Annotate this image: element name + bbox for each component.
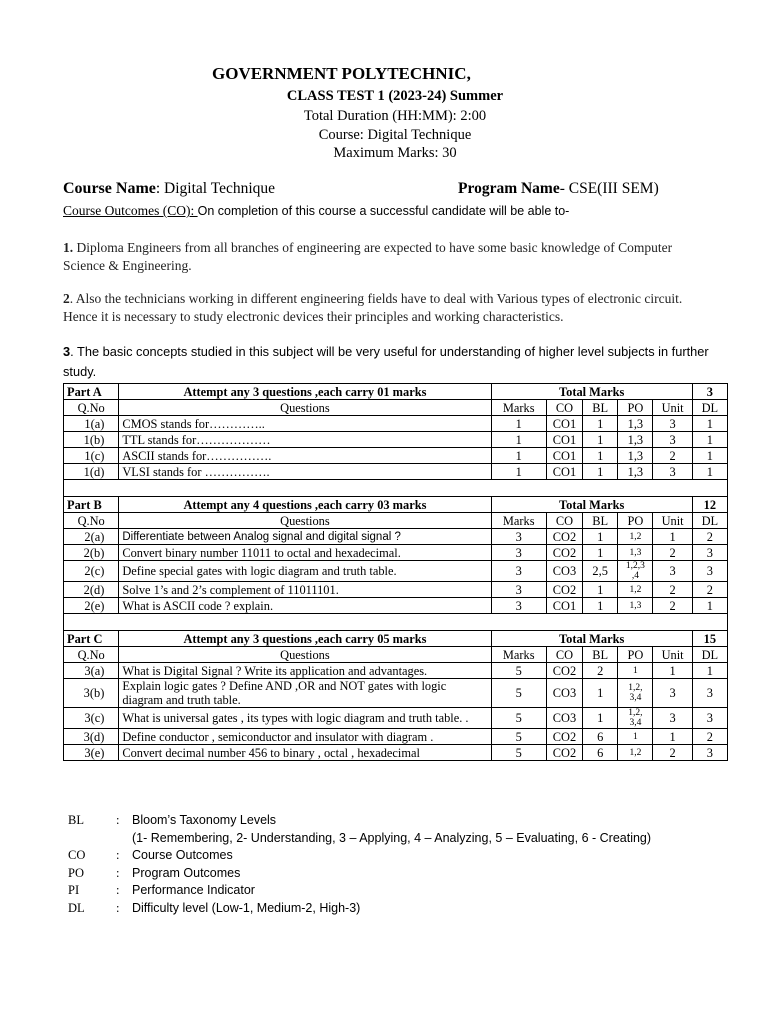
- col-header-co: CO: [546, 647, 582, 663]
- po-cell: 1,2, 3,4: [618, 679, 653, 708]
- po-cell: 1: [618, 729, 653, 745]
- outcome-number: 1.: [63, 240, 74, 255]
- marks-cell: 5: [491, 729, 546, 745]
- total-marks-label: Total Marks: [491, 631, 692, 647]
- total-marks-label: Total Marks: [491, 497, 692, 513]
- part-header-row: [64, 631, 728, 647]
- legend-key: PO: [68, 865, 84, 880]
- program-name-label: Program Name: [458, 180, 560, 197]
- co-cell: CO1: [546, 464, 582, 480]
- dl-cell: 1: [692, 448, 727, 464]
- col-header-po: PO: [618, 647, 653, 663]
- po-cell: 1,2: [618, 529, 653, 545]
- col-header-questions: Questions: [119, 513, 491, 529]
- unit-cell: 2: [653, 598, 692, 614]
- marks-cell: 5: [491, 708, 546, 729]
- marks-cell: 1: [491, 464, 546, 480]
- question-number: 1(d): [64, 464, 119, 480]
- program-name: [458, 180, 659, 198]
- spacer-cell: [64, 614, 728, 631]
- co-cell: CO2: [546, 545, 582, 561]
- co-cell: CO2: [546, 663, 582, 679]
- col-header-bl: BL: [583, 513, 618, 529]
- question-number: 3(e): [64, 745, 119, 761]
- bl-cell: 2: [583, 663, 618, 679]
- course-line: Course: Digital Technique: [318, 127, 472, 143]
- marks-cell: 3: [491, 561, 546, 582]
- column-header-row: [64, 513, 728, 529]
- marks-cell: 1: [491, 416, 546, 432]
- question-row: [64, 545, 728, 561]
- question-row: [64, 598, 728, 614]
- marks-cell: 5: [491, 679, 546, 708]
- question-number: 1(a): [64, 416, 119, 432]
- question-number: 2(a): [64, 529, 119, 545]
- legend-key: PI: [68, 883, 80, 897]
- question-row: [64, 448, 728, 464]
- col-header-unit: Unit: [653, 513, 692, 529]
- question-number: 2(e): [64, 598, 119, 614]
- question-number: 3(b): [64, 679, 119, 708]
- unit-cell: 3: [653, 561, 692, 582]
- question-text: Solve 1’s and 2’s complement of 11011101.: [119, 582, 491, 598]
- duration: Total Duration (HH:MM): 2:00: [303, 108, 487, 124]
- spacer-row: [64, 480, 728, 497]
- bl-cell: 1: [583, 545, 618, 561]
- outcome-text: . Also the technicians working in different engineering fields have to deal with Various types of electronic circuit. Hence it is necessary to study electronic devices their principles and working characteristics.: [63, 291, 683, 324]
- co-cell: CO1: [546, 432, 582, 448]
- col-header-bl: BL: [583, 647, 618, 663]
- question-text: What is ASCII code ? explain.: [119, 598, 491, 614]
- marks-cell: 5: [491, 663, 546, 679]
- bl-cell: 1: [583, 708, 618, 729]
- bl-cell: 6: [583, 729, 618, 745]
- col-header-bl: BL: [583, 400, 618, 416]
- outcome-3: [63, 342, 713, 382]
- bl-cell: 1: [583, 448, 618, 464]
- marks-cell: 3: [491, 529, 546, 545]
- col-header-co: CO: [546, 513, 582, 529]
- unit-cell: 2: [653, 582, 692, 598]
- dl-cell: 3: [692, 561, 727, 582]
- co-cell: CO3: [546, 708, 582, 729]
- bl-cell: 1: [583, 464, 618, 480]
- part-instruction: Attempt any 4 questions ,each carry 03 marks: [119, 497, 491, 513]
- dl-cell: 1: [692, 598, 727, 614]
- po-cell: 1,2, 3,4: [618, 708, 653, 729]
- unit-cell: 3: [653, 432, 692, 448]
- col-header-po: PO: [618, 400, 653, 416]
- legend-value: Program Outcomes: [132, 865, 241, 880]
- marks-cell: 1: [491, 448, 546, 464]
- column-header-row: [64, 400, 728, 416]
- marks-cell: 3: [491, 545, 546, 561]
- co-cell: CO1: [546, 448, 582, 464]
- outcome-text: Diploma Engineers from all branches of engineering are expected to have some basic knowledge of Computer Science & Engineering.: [63, 240, 673, 273]
- dl-cell: 1: [692, 432, 727, 448]
- question-text: ASCII stands for…………….: [119, 448, 491, 464]
- dl-cell: 3: [692, 679, 727, 708]
- course-name-label: Course Name: [63, 180, 156, 197]
- dl-cell: 3: [692, 708, 727, 729]
- part-header-row: [64, 497, 728, 513]
- unit-cell: 2: [653, 545, 692, 561]
- total-marks-label: Total Marks: [491, 384, 692, 400]
- question-text: Convert binary number 11011 to octal and hexadecimal.: [119, 545, 491, 561]
- question-row: [64, 745, 728, 761]
- question-number: 3(a): [64, 663, 119, 679]
- outcome-text: . The basic concepts studied in this subject will be very useful for understanding of higher level subjects in further study.: [63, 344, 709, 379]
- total-marks-value: 3: [692, 384, 727, 400]
- unit-cell: 1: [653, 663, 692, 679]
- po-cell: 1: [618, 663, 653, 679]
- po-cell: 1,3: [618, 598, 653, 614]
- unit-cell: 3: [653, 708, 692, 729]
- unit-cell: 1: [653, 729, 692, 745]
- spacer-row: [64, 614, 728, 631]
- dl-cell: 2: [692, 582, 727, 598]
- col-header-qno: Q.No: [64, 400, 119, 416]
- outcome-1: [63, 239, 713, 275]
- course-name: [63, 180, 275, 198]
- question-text: Convert decimal number 456 to binary , octal , hexadecimal: [119, 745, 491, 761]
- question-number: 1(c): [64, 448, 119, 464]
- column-header-row: [64, 647, 728, 663]
- legend-key: BL: [68, 813, 84, 827]
- bl-cell: 2,5: [583, 561, 618, 582]
- legend-key: DL: [68, 900, 85, 915]
- question-row: [64, 679, 728, 708]
- dl-cell: 3: [692, 745, 727, 761]
- col-header-dl: DL: [692, 400, 727, 416]
- bl-cell: 1: [583, 432, 618, 448]
- course-name-value: : Digital Technique: [155, 180, 276, 197]
- class-test-title: CLASS TEST 1 (2023-24) Summer: [286, 88, 504, 104]
- part-label: Part C: [64, 631, 119, 647]
- question-row: [64, 416, 728, 432]
- legend-value: Difficulty level (Low-1, Medium-2, High-3): [132, 900, 361, 915]
- outcome-number: 3: [63, 344, 71, 359]
- question-table-body: [64, 384, 728, 761]
- question-number: 2(d): [64, 582, 119, 598]
- col-header-questions: Questions: [119, 647, 491, 663]
- co-cell: CO1: [546, 598, 582, 614]
- outcome-number: 2: [63, 291, 70, 306]
- po-cell: 1,2: [618, 582, 653, 598]
- dl-cell: 1: [692, 663, 727, 679]
- question-text: What is Digital Signal ? Write its application and advantages.: [119, 663, 491, 679]
- max-marks: Maximum Marks: 30: [333, 145, 457, 161]
- col-header-dl: DL: [692, 647, 727, 663]
- part-header-row: [64, 384, 728, 400]
- co-cell: CO3: [546, 679, 582, 708]
- question-text: CMOS stands for…………..: [119, 416, 491, 432]
- question-table: [63, 383, 728, 761]
- col-header-dl: DL: [692, 513, 727, 529]
- question-number: 3(c): [64, 708, 119, 729]
- question-row: [64, 432, 728, 448]
- col-header-unit: Unit: [653, 400, 692, 416]
- col-header-marks: Marks: [491, 400, 546, 416]
- co-cell: CO1: [546, 416, 582, 432]
- unit-cell: 3: [653, 679, 692, 708]
- program-name-value: - CSE(III SEM): [559, 180, 659, 197]
- dl-cell: 1: [692, 464, 727, 480]
- unit-cell: 2: [653, 745, 692, 761]
- co-cell: CO2: [546, 745, 582, 761]
- question-number: 3(d): [64, 729, 119, 745]
- po-cell: 1,2: [618, 745, 653, 761]
- co-cell: CO2: [546, 582, 582, 598]
- institution-title: GOVERNMENT POLYTECHNIC,: [212, 64, 471, 83]
- total-marks-value: 12: [692, 497, 727, 513]
- legend-value: Performance Indicator: [132, 883, 255, 897]
- question-text: VLSI stands for …………….: [119, 464, 491, 480]
- col-header-qno: Q.No: [64, 513, 119, 529]
- spacer-cell: [64, 480, 728, 497]
- po-cell: 1,3: [618, 432, 653, 448]
- question-text: What is universal gates , its types with logic diagram and truth table. .: [119, 708, 491, 729]
- part-instruction: Attempt any 3 questions ,each carry 01 marks: [119, 384, 491, 400]
- bl-cell: 6: [583, 745, 618, 761]
- col-header-questions: Questions: [119, 400, 491, 416]
- question-number: 2(c): [64, 561, 119, 582]
- course-outcomes-heading: [63, 203, 569, 219]
- bl-cell: 1: [583, 582, 618, 598]
- question-row: [64, 529, 728, 545]
- co-label: Course Outcomes (CO):: [63, 203, 198, 218]
- dl-cell: 1: [692, 416, 727, 432]
- part-instruction: Attempt any 3 questions ,each carry 05 marks: [119, 631, 491, 647]
- question-text: TTL stands for………………: [119, 432, 491, 448]
- question-number: 1(b): [64, 432, 119, 448]
- bl-cell: 1: [583, 529, 618, 545]
- marks-cell: 3: [491, 598, 546, 614]
- col-header-marks: Marks: [491, 647, 546, 663]
- marks-cell: 3: [491, 582, 546, 598]
- po-cell: 1,3: [618, 545, 653, 561]
- col-header-co: CO: [546, 400, 582, 416]
- marks-cell: 1: [491, 432, 546, 448]
- legend-value: Course Outcomes: [132, 848, 233, 862]
- dl-cell: 3: [692, 545, 727, 561]
- question-row: [64, 582, 728, 598]
- legend-key: CO: [68, 848, 86, 862]
- bl-cell: 1: [583, 416, 618, 432]
- question-text: Define conductor , semiconductor and insulator with diagram .: [119, 729, 491, 745]
- co-text: On completion of this course a successful candidate will be able to-: [197, 204, 570, 218]
- unit-cell: 1: [653, 529, 692, 545]
- question-row: [64, 464, 728, 480]
- dl-cell: 2: [692, 529, 727, 545]
- question-row: [64, 708, 728, 729]
- question-row: [64, 561, 728, 582]
- question-row: [64, 663, 728, 679]
- unit-cell: 3: [653, 416, 692, 432]
- po-cell: 1,3: [618, 464, 653, 480]
- bl-cell: 1: [583, 598, 618, 614]
- unit-cell: 3: [653, 464, 692, 480]
- po-cell: 1,2,3 ,4: [618, 561, 653, 582]
- part-label: Part A: [64, 384, 119, 400]
- question-text: Explain logic gates ? Define AND ,OR and NOT gates with logic diagram and truth table.: [119, 679, 491, 708]
- marks-cell: 5: [491, 745, 546, 761]
- col-header-marks: Marks: [491, 513, 546, 529]
- question-number: 2(b): [64, 545, 119, 561]
- question-row: [64, 729, 728, 745]
- outcome-2: [63, 290, 713, 326]
- po-cell: 1,3: [618, 448, 653, 464]
- legend-value: (1- Remembering, 2- Understanding, 3 – Applying, 4 – Analyzing, 5 – Evaluating, 6 - Creating): [132, 830, 652, 845]
- col-header-qno: Q.No: [64, 647, 119, 663]
- part-label: Part B: [64, 497, 119, 513]
- po-cell: 1,3: [618, 416, 653, 432]
- dl-cell: 2: [692, 729, 727, 745]
- col-header-unit: Unit: [653, 647, 692, 663]
- unit-cell: 2: [653, 448, 692, 464]
- col-header-po: PO: [618, 513, 653, 529]
- question-text: Differentiate between Analog signal and digital signal ?: [119, 529, 491, 545]
- question-text: Define special gates with logic diagram and truth table.: [119, 561, 491, 582]
- bl-cell: 1: [583, 679, 618, 708]
- legend-value: Bloom’s Taxonomy Levels: [132, 813, 277, 827]
- total-marks-value: 15: [692, 631, 727, 647]
- co-cell: CO3: [546, 561, 582, 582]
- co-cell: CO2: [546, 729, 582, 745]
- co-cell: CO2: [546, 529, 582, 545]
